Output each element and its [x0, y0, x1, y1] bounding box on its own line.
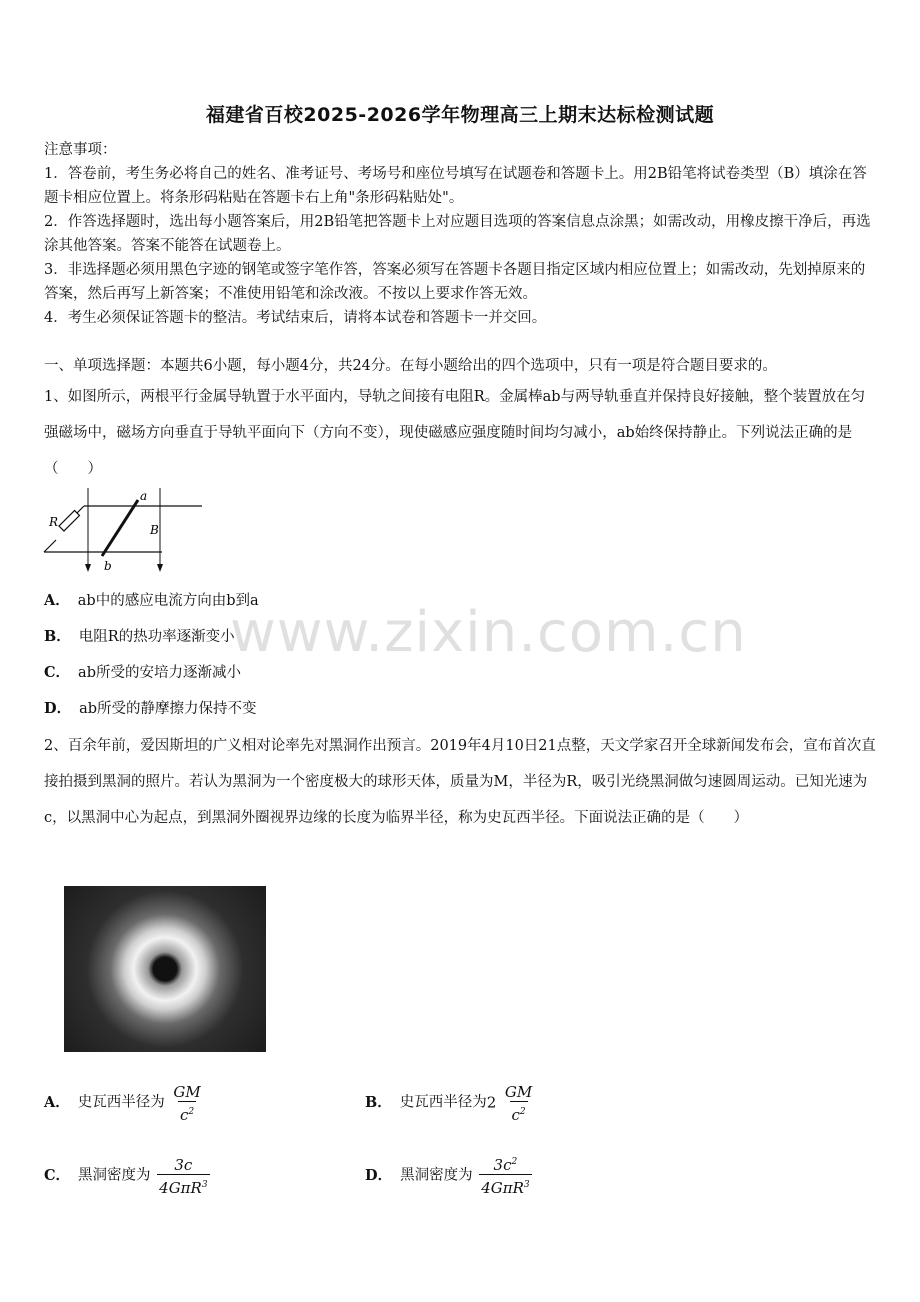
q1-option-d[interactable]: D． ab所受的静摩擦力保持不变	[44, 700, 257, 717]
label-a: a	[140, 489, 148, 503]
notice-heading: 注意事项：	[44, 142, 117, 158]
notice-item-3: 3．非选择题必须用黑色字迹的钢笔或签字笔作答，答案必须写在答题卡各题目指定区域内相应位置上；如需改动，先划掉原来的答案，然后再写上新答案；不准使用铅笔和涂改液。不按以上要求作答无效。	[44, 262, 866, 302]
black-hole-photo	[64, 886, 266, 1052]
resistor	[59, 511, 80, 532]
formula-fraction: $\frac{3c^2}{4G\pi R^3}$	[481, 1156, 530, 1197]
rail-circuit-diagram	[40, 484, 210, 580]
formula-fraction: $\frac{GM}{c^2}$	[504, 1083, 533, 1124]
label-B: B	[150, 523, 159, 537]
q2-option-c[interactable]: C． 黑洞密度为 $\frac{3c}{4G\pi R^3}$	[44, 1153, 210, 1198]
label-R: R	[49, 515, 59, 529]
q1-option-c[interactable]: C． ab所受的安培力逐渐减小	[44, 664, 241, 681]
q2-option-b[interactable]: B． 史瓦西半径为2 $\frac{GM}{c^2}$	[365, 1080, 534, 1125]
watermark: www.zixin.com.cn	[230, 600, 747, 665]
notice-item-2: 2．作答选择题时，选出每小题答案后，用2B铅笔把答题卡上对应题目选项的答案信息点涂黑；如需改动，用橡皮擦干净后，再选涂其他答案。答案不能答在试题卷上。	[44, 214, 871, 254]
field-arrow-left	[85, 564, 91, 572]
question-2-stem: 2、百余年前，爱因斯坦的广义相对论率先对黑洞作出预言。2019年4月10日21点整，天文学家召开全球新闻发布会，宣布首次直接拍摄到黑洞的照片。若认为黑洞为一个密度极大的球形天体，质量为M，半径为R，吸引光绕黑洞做匀速圆周运动。已知光速为c，以黑洞中心为起点，到黑洞外圈视界边缘的长度为临界半径，称为史瓦西半径。下面说法正确的是（ ）	[44, 738, 876, 826]
formula-fraction: $\frac{3c}{4G\pi R^3}$	[159, 1156, 208, 1197]
question-1-stem: 1、如图所示，两根平行金属导轨置于水平面内，导轨之间接有电阻R。金属棒ab与两导轨垂直并保持良好接触，整个装置放在匀强磁场中，磁场方向垂直于导轨平面向下（方向不变），现使磁感应强度随时间均匀减小，ab始终保持静止。下列说法正确的是（ ）	[44, 389, 866, 477]
metal-rod-ab	[102, 500, 138, 556]
section-heading: 一、单项选择题：本题共6小题，每小题4分，共24分。在每小题给出的四个选项中，只有一项是符合题目要求的。	[44, 358, 777, 374]
formula-fraction: $\frac{GM}{c^2}$	[173, 1083, 201, 1124]
q1-option-b[interactable]: B． 电阻R的热功率逐渐变小	[44, 628, 235, 645]
q1-option-a[interactable]: A． ab中的感应电流方向由b到a	[44, 592, 259, 609]
field-arrow-right	[157, 564, 163, 572]
q2-option-d[interactable]: D． 黑洞密度为 $\frac{3c^2}{4G\pi R^3}$	[365, 1153, 532, 1198]
q2-option-a[interactable]: A． 史瓦西半径为 $\frac{GM}{c^2}$	[44, 1080, 203, 1125]
notice-item-1: 1．答卷前，考生务必将自己的姓名、准考证号、考场号和座位号填写在试题卷和答题卡上。用2B铅笔将试卷类型（B）填涂在答题卡相应位置上。将条形码粘贴在答题卡右上角"条形码粘贴处"。	[44, 166, 867, 206]
notice-item-4: 4．考生必须保证答题卡的整洁。考试结束后，请将本试卷和答题卡一并交回。	[44, 310, 547, 326]
label-b: b	[104, 559, 112, 573]
page-title: 福建省百校2025-2026学年物理高三上期末达标检测试题	[205, 104, 715, 126]
